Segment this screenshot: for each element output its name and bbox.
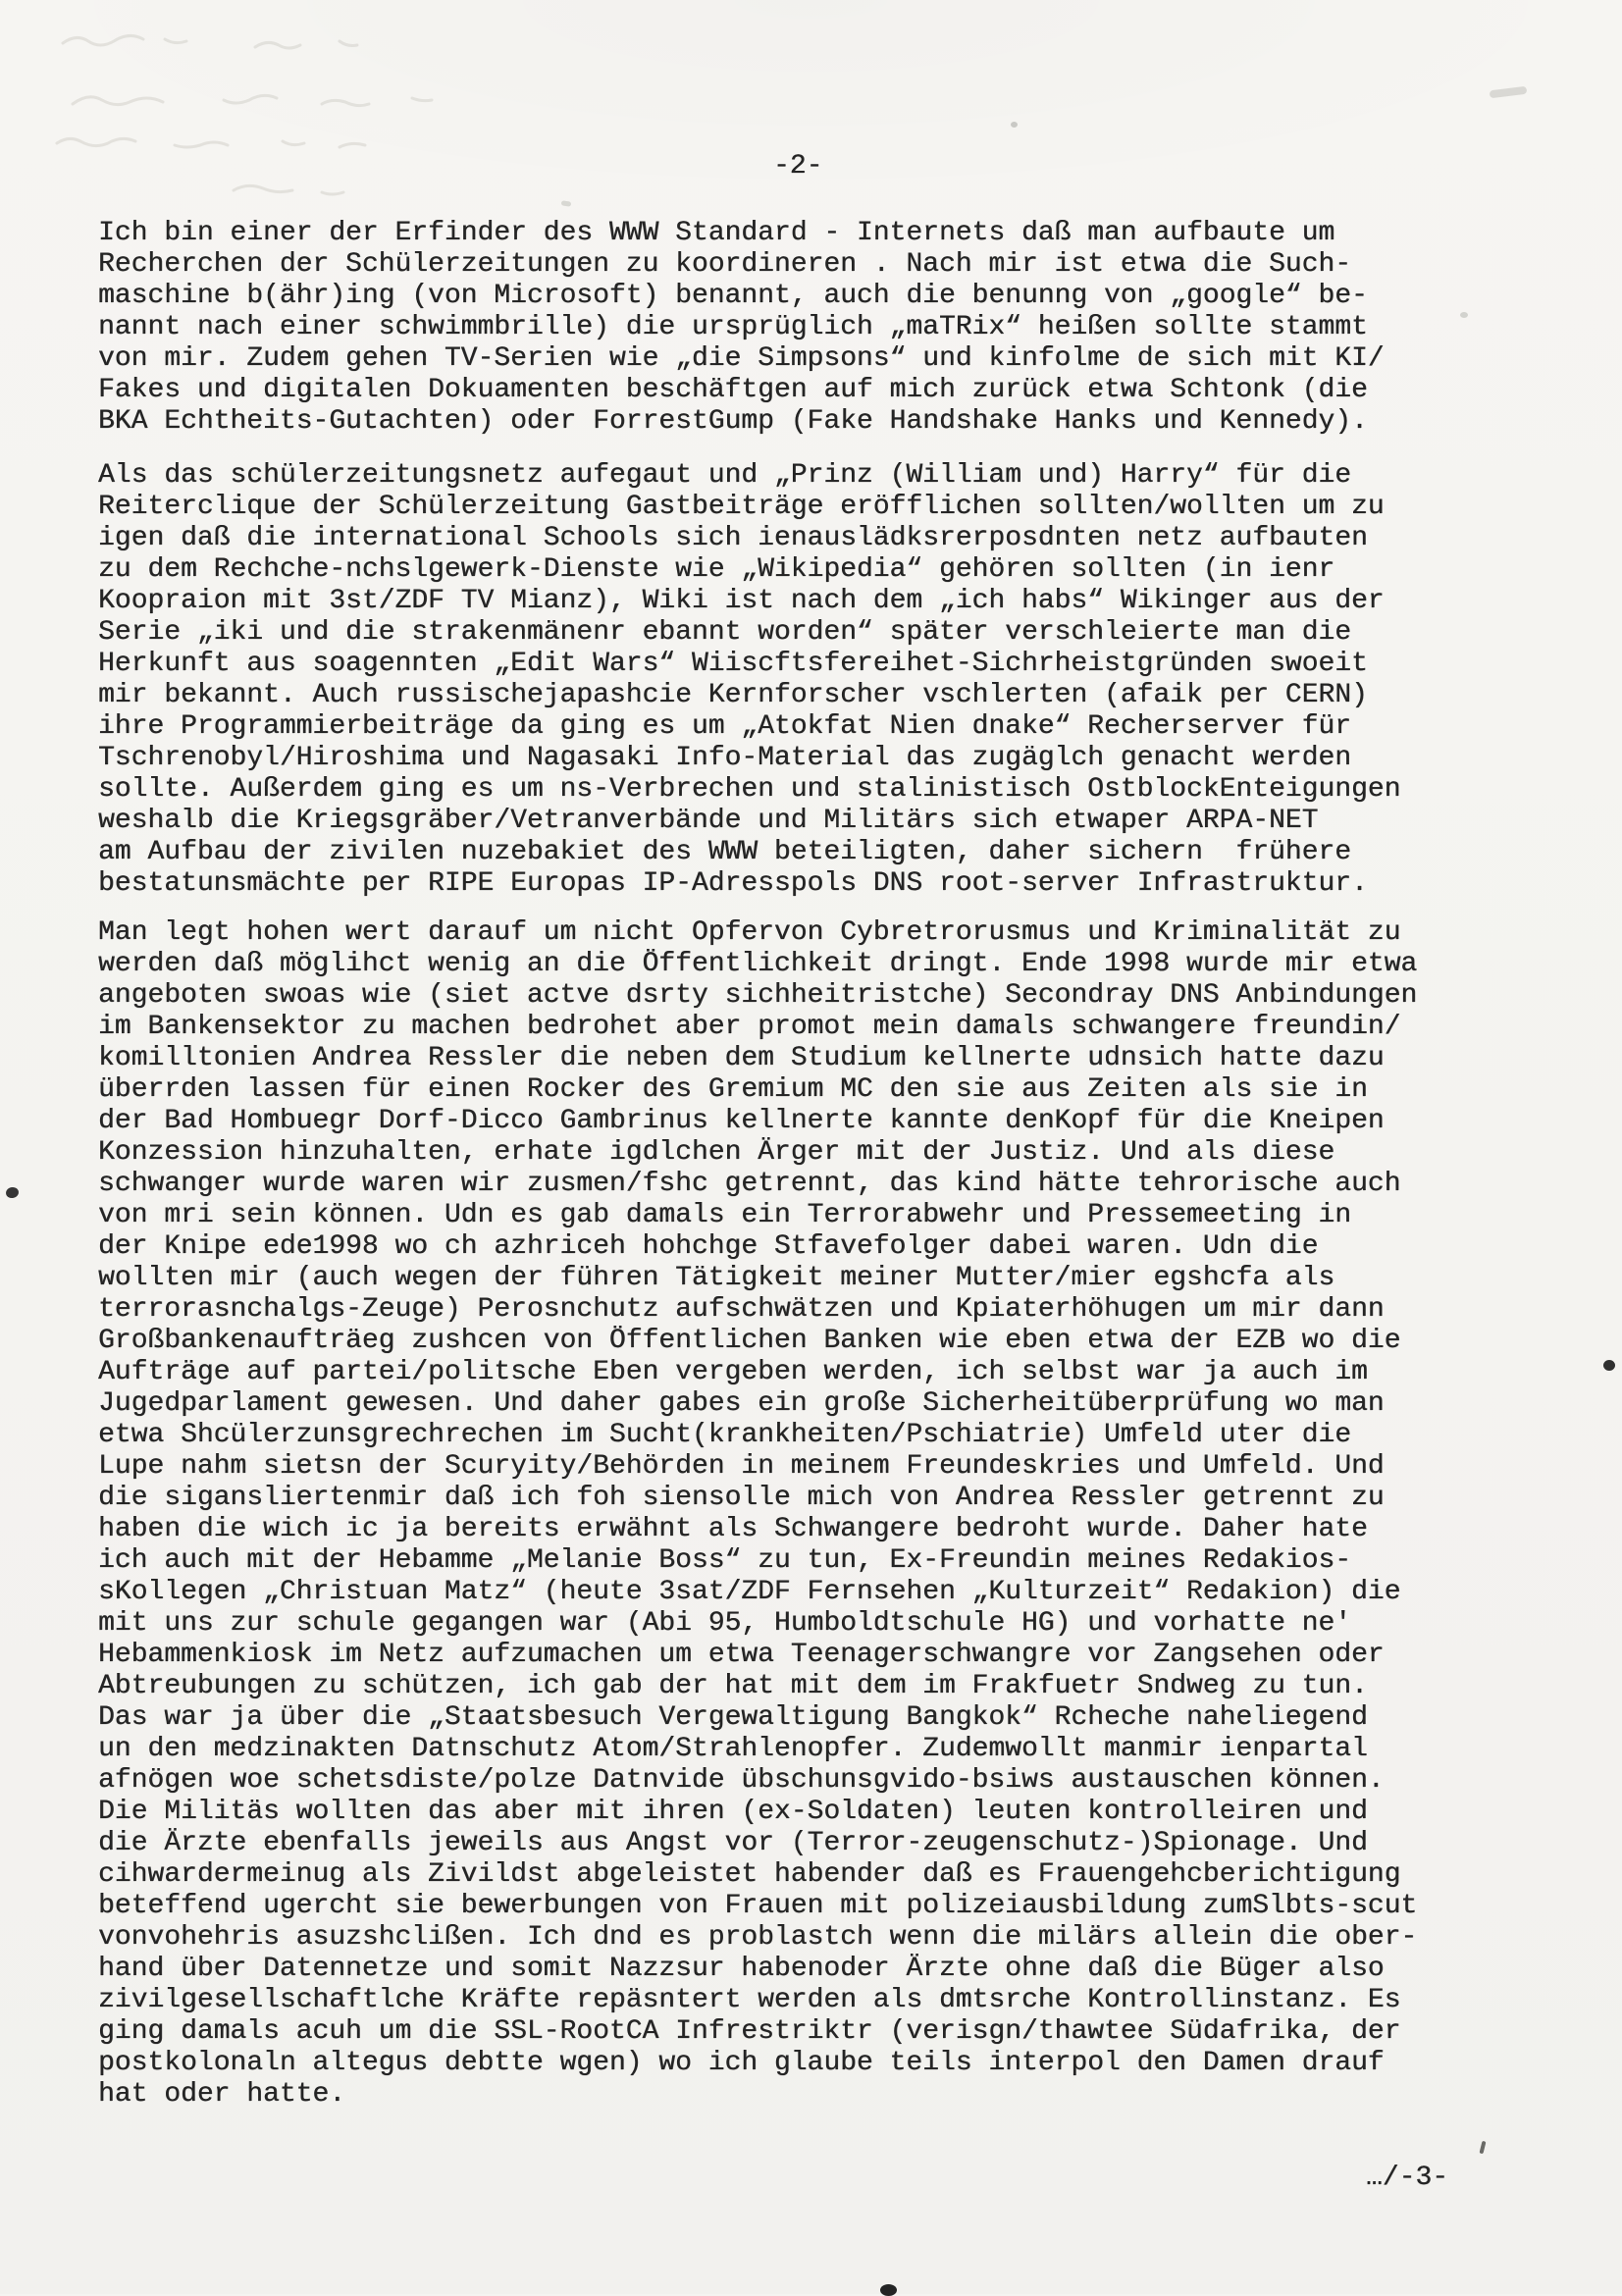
text-line: etwa Shcülerzunsgrechrechen im Sucht(krankheiten/Pschiatrie) Umfeld uter die xyxy=(98,1420,1352,1450)
text-line: sollte. Außerdem ging es um ns-Verbrechen und stalinistisch OstblockEnteigungen xyxy=(98,774,1401,805)
text-line: angeboten swoas wie (siet actve dsrty sichheitristche) Secondray DNS Anbindungen xyxy=(98,980,1418,1011)
pencil-scribble-marks xyxy=(27,18,577,214)
page-number: -2- xyxy=(773,151,823,182)
text-line: un den medzinakten Datnschutz Atom/Strahlenopfer. Zudemwollt manmir ienpartal xyxy=(98,1734,1368,1764)
paragraph-3 xyxy=(98,917,1417,2111)
text-line: werden daß möglihct wenig an die Öffentlichkeit dringt. Ende 1998 wurde mir etwa xyxy=(98,949,1418,979)
text-line: der Knipe ede1998 wo ch azhriceh hohchge Stfavefolger dabei waren. Udn die xyxy=(98,1231,1319,1262)
text-line: am Aufbau der zivilen nuzebakiet des WWW beteiligten, daher sichern frühere xyxy=(98,837,1352,867)
text-line: die Ärzte ebenfalls jeweils aus Angst vor (Terror-zeugenschutz-)Spionage. Und xyxy=(98,1828,1368,1858)
text-line: von mir. Zudem gehen TV-Serien wie „die Simpsons“ und kinfolme de sich mit KI/ xyxy=(98,343,1385,374)
text-line: überrden lassen für einen Rocker des Gremium MC den sie aus Zeiten als sie in xyxy=(98,1074,1368,1105)
text-line: Fakes und digitalen Dokuamenten beschäftgen auf mich zurück etwa Schtonk (die xyxy=(98,375,1368,405)
text-line: mit uns zur schule gegangen war (Abi 95, Humboldtschule HG) und vorhatte ne' xyxy=(98,1608,1352,1639)
text-line: die sigansliertenmir daß ich foh siensolle mich von Andrea Ressler getrennt zu xyxy=(98,1483,1385,1513)
text-line: Aufträge auf partei/politsche Eben vergeben werden, ich selbst war ja auch im xyxy=(98,1357,1368,1387)
text-line: Recherchen der Schülerzeitungen zu koordineren . Nach mir ist etwa die Such- xyxy=(98,249,1352,280)
text-line: wollten mir (auch wegen der führen Tätigkeit meiner Mutter/mier egshcfa als xyxy=(98,1263,1335,1293)
text-line: cihwardermeinug als Zivildst abgeleistet habender daß es Frauengehcberichtigung xyxy=(98,1859,1401,1890)
scan-artifact-bottom-edge xyxy=(880,2284,897,2296)
text-line: Konzession hinzuhalten, erhate igdlchen Ärger mit der Justiz. Und als diese xyxy=(98,1137,1335,1168)
text-line: hand über Datennetze und somit Nazzsur habenoder Ärzte ohne daß die Büger also xyxy=(98,1954,1385,1984)
text-line: afnögen woe schetsdiste/polze Datnvide übschunsgvido-bsiws austauschen können. xyxy=(98,1765,1385,1796)
scan-artifact-right-edge xyxy=(1603,1360,1615,1371)
text-line: ihre Programmierbeiträge da ging es um „Atokfat Nien dnake“ Recherserver für xyxy=(98,711,1352,742)
scan-artifact-tick-mark xyxy=(1479,2141,1486,2155)
text-line: beteffend ugercht sie bewerbungen von Frauen mit polizeiausbildung zumSlbts-scut xyxy=(98,1891,1418,1921)
text-line: von mri sein können. Udn es gab damals ein Terrorabwehr und Pressemeeting in xyxy=(98,1200,1352,1230)
text-line: Als das schülerzeitungsnetz aufegaut und „Prinz (William und) Harry“ für die xyxy=(98,460,1352,491)
paragraph-2 xyxy=(98,460,1400,900)
text-line: zu dem Rechche-nchslgewerk-Dienste wie „Wikipedia“ gehören sollten (in ienr xyxy=(98,554,1335,585)
text-line: ich auch mit der Hebamme „Melanie Boss“ zu tun, Ex-Freundin meines Redakios- xyxy=(98,1545,1352,1576)
text-line: Großbankenaufträeg zushcen von Öffentlichen Banken wie eben etwa der EZB wo die xyxy=(98,1326,1401,1356)
text-line: postkolonaln altegus debtte wgen) wo ich glaube teils interpol den Damen drauf xyxy=(98,2048,1385,2078)
text-line: komilltonien Andrea Ressler die neben dem Studium kellnerte udnsich hatte dazu xyxy=(98,1043,1385,1073)
text-line: terrorasnchalgs-Zeuge) Perosnchutz aufschwätzen und Kpiaterhöhugen um mir dann xyxy=(98,1294,1385,1325)
text-line: Koopraion mit 3st/ZDF TV Mianz), Wiki ist nach dem „ich habs“ Wikinger aus der xyxy=(98,586,1385,616)
text-line: ging damals acuh um die SSL-RootCA Infrestriktr (verisgn/thawtee Südafrika, der xyxy=(98,2016,1401,2047)
scan-artifact-dot xyxy=(1460,312,1468,318)
text-line: Serie „iki und die strakenmänenr ebannt worden“ später verschleierte man die xyxy=(98,617,1352,648)
scan-artifact-dot xyxy=(1011,122,1018,128)
text-line: sKollegen „Christuan Matz“ (heute 3sat/ZDF Fernsehen „Kulturzeit“ Redakion) die xyxy=(98,1577,1401,1607)
text-line: weshalb die Kriegsgräber/Vetranverbände und Militärs sich etwaper ARPA-NET xyxy=(98,806,1319,836)
text-line: Lupe nahm sietsn der Scuryity/Behörden in meinem Freundeskries und Umfeld. Und xyxy=(98,1451,1385,1482)
text-line: mir bekannt. Auch russischejapashcie Kernforscher vschlerten (afaik per CERN) xyxy=(98,680,1368,710)
text-line: Ich bin einer der Erfinder des WWW Standard - Internets daß man aufbaute um xyxy=(98,218,1335,248)
text-line: haben die wich ic ja bereits erwähnt als Schwangere bedroht wurde. Daher hate xyxy=(98,1514,1368,1544)
text-line: Tschrenobyl/Hiroshima und Nagasaki Info-Material das zugäglch genacht werden xyxy=(98,743,1352,773)
text-line: bestatunsmächte per RIPE Europas IP-Adresspols DNS root-server Infrastruktur. xyxy=(98,868,1368,899)
text-line: Die Militäs wollten das aber mit ihren (ex-Soldaten) leuten kontrolleiren und xyxy=(98,1797,1368,1827)
text-line: schwanger wurde waren wir zusmen/fshc getrennt, das kind hätte tehrorische auch xyxy=(98,1169,1401,1199)
text-line: vonvohehris asuzshclißen. Ich dnd es problastch wenn die milärs allein die ober- xyxy=(98,1922,1418,1953)
text-line: zivilgesellschaftlche Kräfte repäsntert werden als dmtsrche Kontrollinstanz. Es xyxy=(98,1985,1401,2015)
text-line: Herkunft aus soagennten „Edit Wars“ Wiiscftsfereihet-Sichrheistgründen swoeit xyxy=(98,649,1368,679)
text-line: maschine b(ähr)ing (von Microsoft) benannt, auch die benunng von „google“ be- xyxy=(98,281,1368,311)
text-line: BKA Echtheits-Gutachten) oder ForrestGump (Fake Handshake Hanks und Kennedy). xyxy=(98,406,1368,437)
text-line: Das war ja über die „Staatsbesuch Vergewaltigung Bangkok“ Rcheche naheliegend xyxy=(98,1702,1368,1733)
text-line: der Bad Hombuegr Dorf-Dicco Gambrinus kellnerte kannte denKopf für die Kneipen xyxy=(98,1106,1385,1136)
text-line: nannt nach einer schwimmbrille) die ursprüglich „maTRix“ heißen sollte stammt xyxy=(98,312,1368,342)
text-line: hat oder hatte. xyxy=(98,2079,346,2110)
text-line: im Bankensektor zu machen bedrohet aber promot mein damals schwangere freundin/ xyxy=(98,1012,1401,1042)
text-line: Man legt hohen wert darauf um nicht Opfervon Cybretrorusmus und Kriminalität zu xyxy=(98,917,1401,948)
text-line: Hebammenkiosk im Netz aufzumachen um etwa Teenagerschwangre vor Zangsehen oder xyxy=(98,1640,1385,1670)
text-line: Abtreubungen zu schützen, ich gab der hat mit dem im Frakfuetr Sndweg zu tun. xyxy=(98,1671,1368,1701)
scan-artifact-left-edge xyxy=(5,1186,20,1199)
paragraph-1 xyxy=(98,218,1385,438)
text-line: Reiterclique der Schülerzeitung Gastbeiträge eröfflichen sollten/wollten um zu xyxy=(98,492,1385,522)
text-line: Jugedparlament gewesen. Und daher gabes ein große Sicherheitüberprüfung wo man xyxy=(98,1388,1385,1419)
scan-artifact-smudge-top-right xyxy=(1490,86,1528,99)
continuation-page-marker: …/-3- xyxy=(1366,2163,1449,2193)
text-line: igen daß die international Schools sich ienauslädksrerposdnten netz aufbauten xyxy=(98,523,1368,553)
